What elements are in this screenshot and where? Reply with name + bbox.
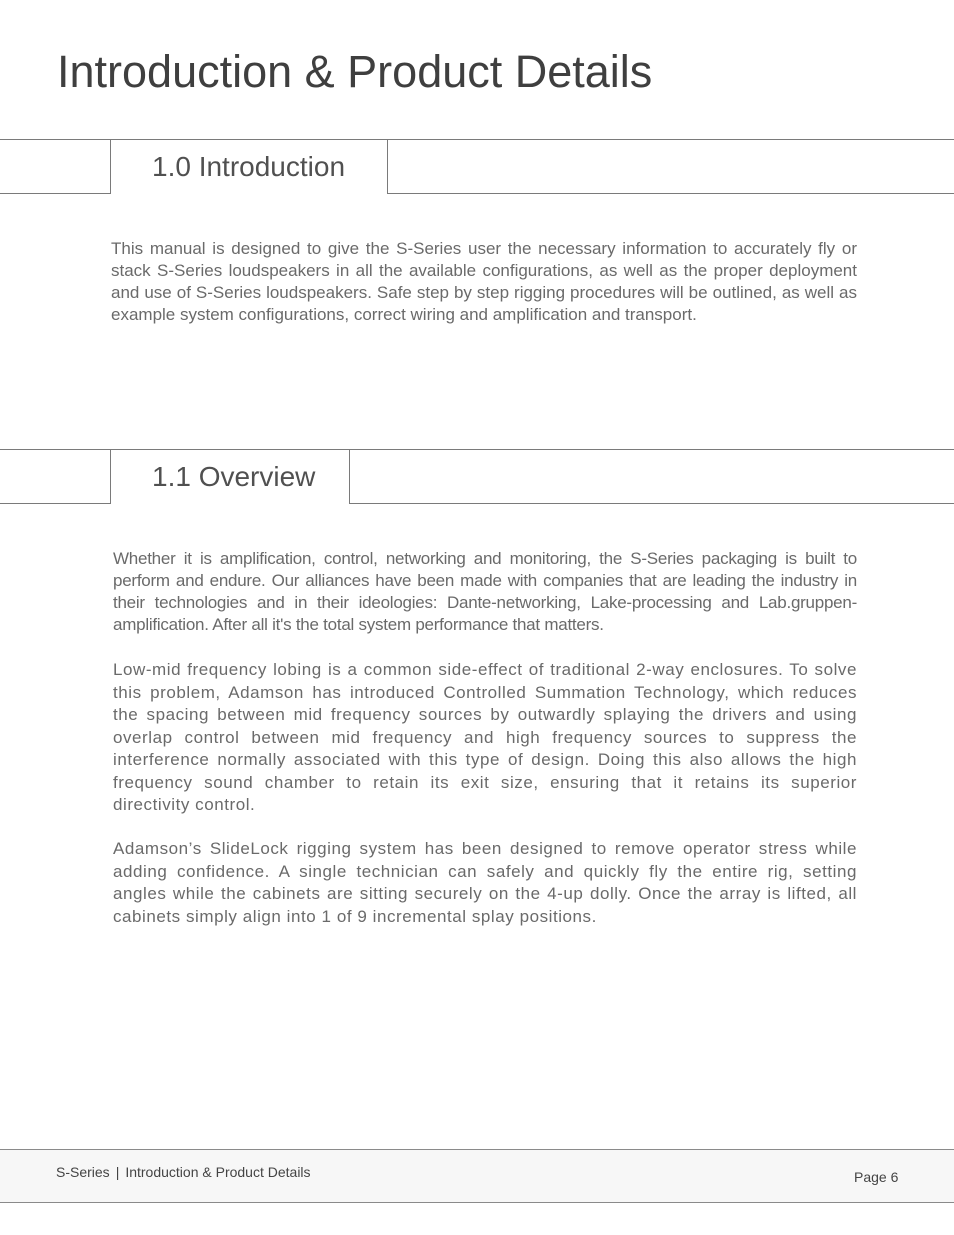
tab-bottom-rule-left: [0, 193, 111, 194]
tab-bottom-rule-right: [387, 193, 954, 194]
page-title: Introduction & Product Details: [57, 46, 653, 97]
overview-paragraph-packaging: Whether it is amplification, control, networking and monitoring, the S-Series packaging is built to perform and endure. Our alliances have been made with companies that are leading the industry in their technologies and in their ideologies: Dante-networking, Lake-processing and Lab.gruppen-amplification. After all it's the total system performance that matters.: [113, 549, 857, 634]
footer-breadcrumb: [56, 1164, 311, 1180]
tab-divider-right: [387, 139, 388, 194]
tab-divider-left: [110, 449, 111, 504]
tab-bottom-rule-left: [0, 503, 111, 504]
page-number: Page 6: [854, 1169, 899, 1185]
overview-paragraph-cst: Low-mid frequency lobing is a common side-effect of traditional 2-way enclosures. To solve this problem, Adamson has introduced Controlled Summation Technology, which reduces the spacing between mid frequency sources by outwardly splaying the drivers and using overlap control between mid frequency and high frequency sources to suppress the interference normally associated with this type of design. Doing this also allows the high frequency sound chamber to retain its exit size, ensuring that it retains its superior directivity control.: [113, 660, 857, 814]
footer-chapter: Introduction & Product Details: [125, 1164, 311, 1180]
footer-product: S-Series: [56, 1164, 110, 1180]
tab-divider-left: [110, 139, 111, 194]
footer-separator: |: [115, 1164, 120, 1180]
tab-bottom-rule-right: [349, 503, 954, 504]
tab-top-rule: [0, 449, 954, 450]
tab-divider-right: [349, 449, 350, 504]
overview-paragraph-slidelock: Adamson’s SlideLock rigging system has been designed to remove operator stress while adding confidence. A single technician can safely and quickly fly the entire rig, setting angles while the cabinets are sitting securely on the 4-up dolly. Once the array is lifted, all cabinets simply align into 1 of 9 incremental splay positions.: [113, 839, 857, 926]
section-heading-overview: 1.1 Overview: [152, 461, 316, 492]
tab-top-rule: [0, 139, 954, 140]
section-heading-introduction: 1.0 Introduction: [152, 151, 346, 182]
intro-paragraph: This manual is designed to give the S-Series user the necessary information to accurately fly or stack S-Series loudspeakers in all the available configurations, as well as the proper deployment and use of S-Series loudspeakers. Safe step by step rigging procedures will be outlined, as well as example system configurations, correct wiring and amplification and transport.: [111, 239, 857, 324]
